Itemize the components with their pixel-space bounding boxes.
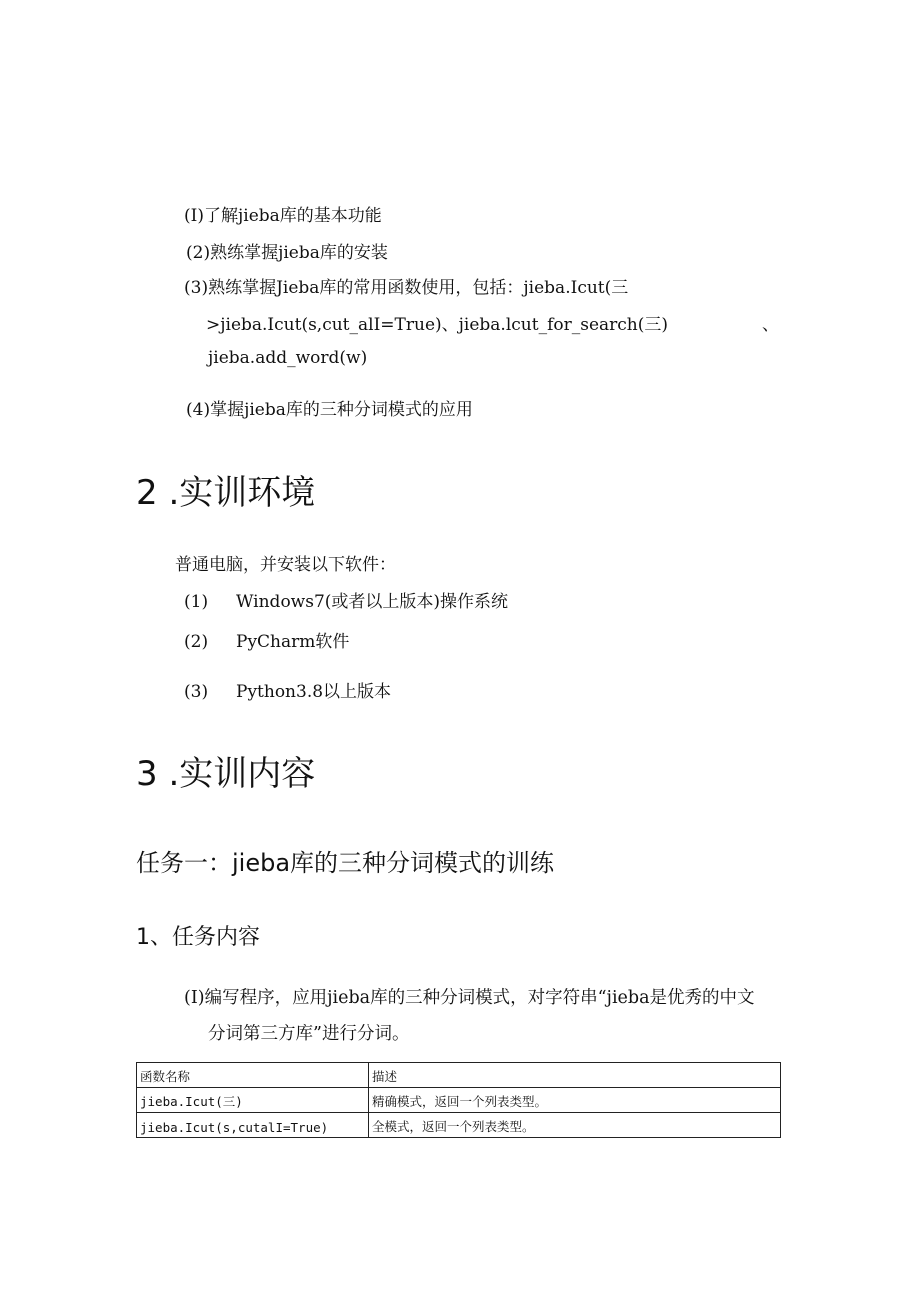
objective-2: (2)熟练掌握jieba库的安装 (186, 243, 388, 263)
task-paragraph-line1: (I)编写程序，应用jieba库的三种分词模式，对字符串“jieba是优秀的中文 (184, 988, 755, 1008)
table-cell: 精确模式，返回一个列表类型。 (369, 1088, 781, 1113)
table-cell: jieba.Icut(三) (137, 1088, 369, 1113)
objective-3-separator: 、 (762, 315, 779, 335)
environment-item-1 (184, 587, 508, 612)
task-subheading: 1、任务内容 (136, 925, 260, 950)
task-title: 任务一：jieba库的三种分词模式的训练 (136, 849, 555, 877)
environment-item-num: (1) (184, 592, 209, 612)
page-cut-mask (130, 1138, 790, 1158)
table-header-cell: 函数名称 (137, 1063, 369, 1088)
section-3-heading: 3 .实训内容 (136, 754, 316, 794)
table-row (137, 1113, 781, 1138)
objective-1: (I)了解jieba库的基本功能 (184, 206, 382, 226)
objective-4: (4)掌握jieba库的三种分词模式的应用 (186, 400, 473, 420)
environment-item-text: Windows7(或者以上版本)操作系统 (236, 592, 509, 612)
objective-3: (3)熟练掌握Jieba库的常用函数使用，包括：jieba.Icut(三 (184, 278, 629, 298)
environment-item-3 (184, 677, 391, 702)
objective-3-line3: jieba.add_word(w) (208, 348, 368, 368)
table-row (137, 1088, 781, 1113)
environment-intro: 普通电脑，并安装以下软件： (175, 555, 396, 575)
function-table (136, 1062, 781, 1138)
task-paragraph-line2: 分词第三方库”进行分词。 (208, 1024, 410, 1044)
environment-item-num: (2) (184, 632, 209, 652)
environment-item-text: PyCharm软件 (236, 632, 350, 652)
objective-3-line2: >jieba.Icut(s,cut_alI=True)、jieba.lcut_for_search(三) (206, 315, 669, 335)
table-header-cell: 描述 (369, 1063, 781, 1088)
table-header-row (137, 1063, 781, 1088)
table-cell: jieba.Icut(s,cutalI=True) (137, 1113, 369, 1138)
section-2-heading: 2 .实训环境 (136, 473, 316, 513)
environment-item-2 (184, 627, 349, 652)
environment-item-num: (3) (184, 682, 209, 702)
table-cell: 全模式，返回一个列表类型。 (369, 1113, 781, 1138)
environment-item-text: Python3.8以上版本 (236, 682, 392, 702)
